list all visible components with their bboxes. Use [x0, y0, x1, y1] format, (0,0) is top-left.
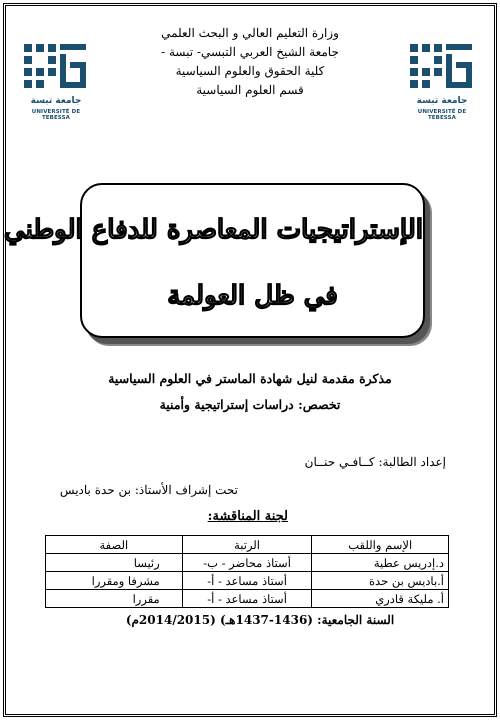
university-emblem-icon [406, 42, 478, 94]
faculty-name: كلية الحقوق والعلوم السياسية [175, 64, 325, 78]
logo-arabic-text: جامعة تبسة [416, 96, 468, 106]
logo-french-text: UNIVERSITÉ DE TEBESSA [31, 109, 81, 121]
member-rank: أستاذ مساعد - أ- [182, 590, 312, 608]
student-name: إعداد الطالبة: كــافـي حنــان [304, 455, 446, 469]
degree-statement: مذكرة مقدمة لنيل شهادة الماستر في العلوم السياسية [108, 371, 392, 386]
member-rank: أستاذ محاضر - ب- [182, 554, 312, 572]
table-row [46, 572, 449, 590]
header-role: الصفة [46, 536, 183, 554]
thesis-title-line-1: الإستراتيجيات المعاصرة للدفاع الوطني [3, 215, 423, 245]
member-name: أ. مليكة قادري [312, 590, 449, 608]
supervisor-name: تحت إشراف الأستاذ: بن حدة باديس [59, 483, 238, 497]
table-header-row [46, 536, 449, 554]
department-name: قسم العلوم السياسية [196, 83, 304, 97]
university-logo-left [20, 42, 92, 124]
logo-arabic-text: جامعة تبسة [30, 96, 82, 106]
institution-header [120, 24, 380, 100]
member-name: د.إدريس عطية [312, 554, 449, 572]
member-rank: أستاذ مساعد - أ- [182, 572, 312, 590]
specialization: تخصص: دراسات إستراتيجية وأمنية [159, 397, 341, 412]
header-rank: الرتبة [182, 536, 312, 554]
thesis-title-box [3, 183, 425, 338]
table-row [46, 554, 449, 572]
committee-table [45, 535, 449, 608]
member-role: مقررا [46, 590, 183, 608]
thesis-title-line-2: في ظل العولمة [167, 281, 338, 311]
university-logo-right [406, 42, 478, 124]
academic-year: السنة الجامعية: (1436-1437هـ) (2014/2015م) [125, 613, 395, 627]
ministry-name: وزارة التعليم العالي و البحث العلمي [161, 26, 339, 40]
header-name: الإسم واللقب [312, 536, 449, 554]
logo-french-text: UNIVERSITÉ DE TEBESSA [417, 109, 467, 121]
committee-title: لجنة المناقشة: [207, 509, 288, 524]
university-name: جامعة الشيخ العربي التبسي- تبسة - [161, 45, 339, 59]
member-name: أ.باديس بن حدة [312, 572, 449, 590]
university-emblem-icon [20, 42, 92, 94]
table-row [46, 590, 449, 608]
member-role: مشرفا ومقررا [46, 572, 183, 590]
member-role: رئيسا [46, 554, 183, 572]
